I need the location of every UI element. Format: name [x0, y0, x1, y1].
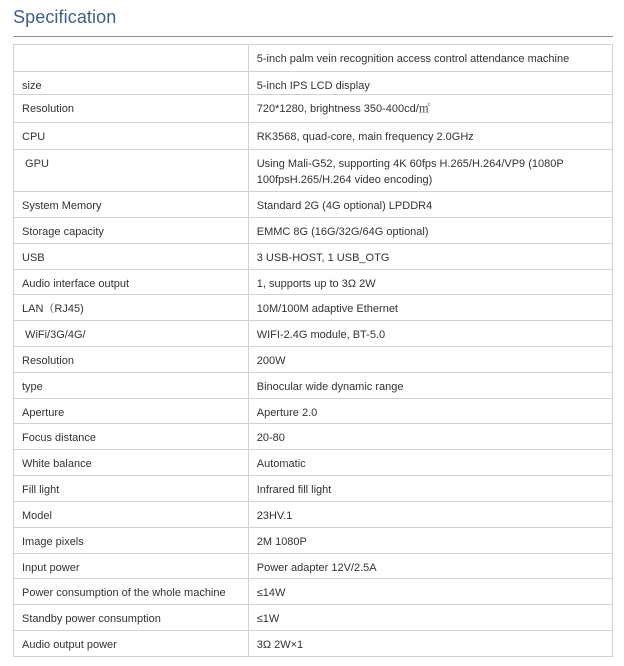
spec-value: Power adapter 12V/2.5A: [248, 554, 612, 579]
table-row: [14, 528, 613, 554]
spec-value: Standard 2G (4G optional) LPDDR4: [248, 192, 612, 218]
page-title: Specification: [13, 7, 117, 27]
spec-value: 10M/100M adaptive Ethernet: [248, 295, 612, 321]
table-row: [14, 95, 613, 123]
spec-label: Model: [14, 502, 249, 528]
spec-label: type: [14, 373, 249, 399]
spec-value: 3Ω 2W×1: [248, 631, 612, 657]
spec-value: ≤14W: [248, 579, 612, 605]
table-row: [14, 244, 613, 270]
table-row: [14, 321, 613, 347]
spec-label: GPU: [14, 150, 249, 192]
spec-value: 23HV.1: [248, 502, 612, 528]
table-row: [14, 450, 613, 476]
spec-value: RK3568, quad-core, main frequency 2.0GHz: [248, 123, 612, 150]
table-row: [14, 502, 613, 528]
spec-label: Power consumption of the whole machine: [14, 579, 249, 605]
spec-value: Using Mali-G52, supporting 4K 60fps H.265/H.264/VP9 (1080P 100fpsH.265/H.264 video encoding): [248, 150, 612, 192]
table-row: [14, 123, 613, 150]
spec-label: CPU: [14, 123, 249, 150]
spec-value: Binocular wide dynamic range: [248, 373, 612, 399]
spec-label: LAN（RJ45): [14, 295, 249, 321]
spec-value: 2M 1080P: [248, 528, 612, 554]
spec-label: Focus distance: [14, 424, 249, 450]
table-row: [14, 373, 613, 399]
spec-label: Image pixels: [14, 528, 249, 554]
spec-value: 5-inch IPS LCD display: [248, 72, 612, 95]
spec-label: Storage capacity: [14, 218, 249, 244]
spec-value: 1, supports up to 3Ω 2W: [248, 270, 612, 295]
table-row: [14, 192, 613, 218]
spec-value: Infrared fill light: [248, 476, 612, 502]
table-row: [14, 72, 613, 95]
spec-label: size: [14, 72, 249, 95]
spec-label: Resolution: [14, 347, 249, 373]
spec-value: Aperture 2.0: [248, 399, 612, 424]
spec-label: USB: [14, 244, 249, 270]
spec-label: System Memory: [14, 192, 249, 218]
table-row: [14, 631, 613, 657]
spec-label: [14, 45, 249, 72]
spec-value: 5-inch palm vein recognition access control attendance machine: [248, 45, 612, 72]
spec-label: Aperture: [14, 399, 249, 424]
spec-table: [13, 44, 613, 657]
spec-label: WiFi/3G/4G/: [14, 321, 249, 347]
spec-label: Audio output power: [14, 631, 249, 657]
spec-label: White balance: [14, 450, 249, 476]
table-row: [14, 554, 613, 579]
spec-value: 3 USB-HOST, 1 USB_OTG: [248, 244, 612, 270]
table-row: [14, 218, 613, 244]
spec-label: Resolution: [14, 95, 249, 123]
spec-value: 200W: [248, 347, 612, 373]
spec-value: EMMC 8G (16G/32G/64G optional): [248, 218, 612, 244]
spec-value: Automatic: [248, 450, 612, 476]
title-divider: [13, 36, 613, 37]
spec-label: Audio interface output: [14, 270, 249, 295]
table-row: [14, 476, 613, 502]
table-row: [14, 270, 613, 295]
spec-value: 720*1280, brightness 350-400cd/㎡: [248, 95, 612, 123]
table-row: [14, 399, 613, 424]
spec-label: Fill light: [14, 476, 249, 502]
table-row: [14, 424, 613, 450]
spec-value: 20-80: [248, 424, 612, 450]
table-row: [14, 150, 613, 192]
spec-label: Input power: [14, 554, 249, 579]
spec-value: ≤1W: [248, 605, 612, 631]
table-row: [14, 45, 613, 72]
spec-label: Standby power consumption: [14, 605, 249, 631]
table-row: [14, 579, 613, 605]
table-row: [14, 347, 613, 373]
table-row: [14, 605, 613, 631]
table-row: [14, 295, 613, 321]
spec-value: WIFI-2.4G module, BT-5.0: [248, 321, 612, 347]
